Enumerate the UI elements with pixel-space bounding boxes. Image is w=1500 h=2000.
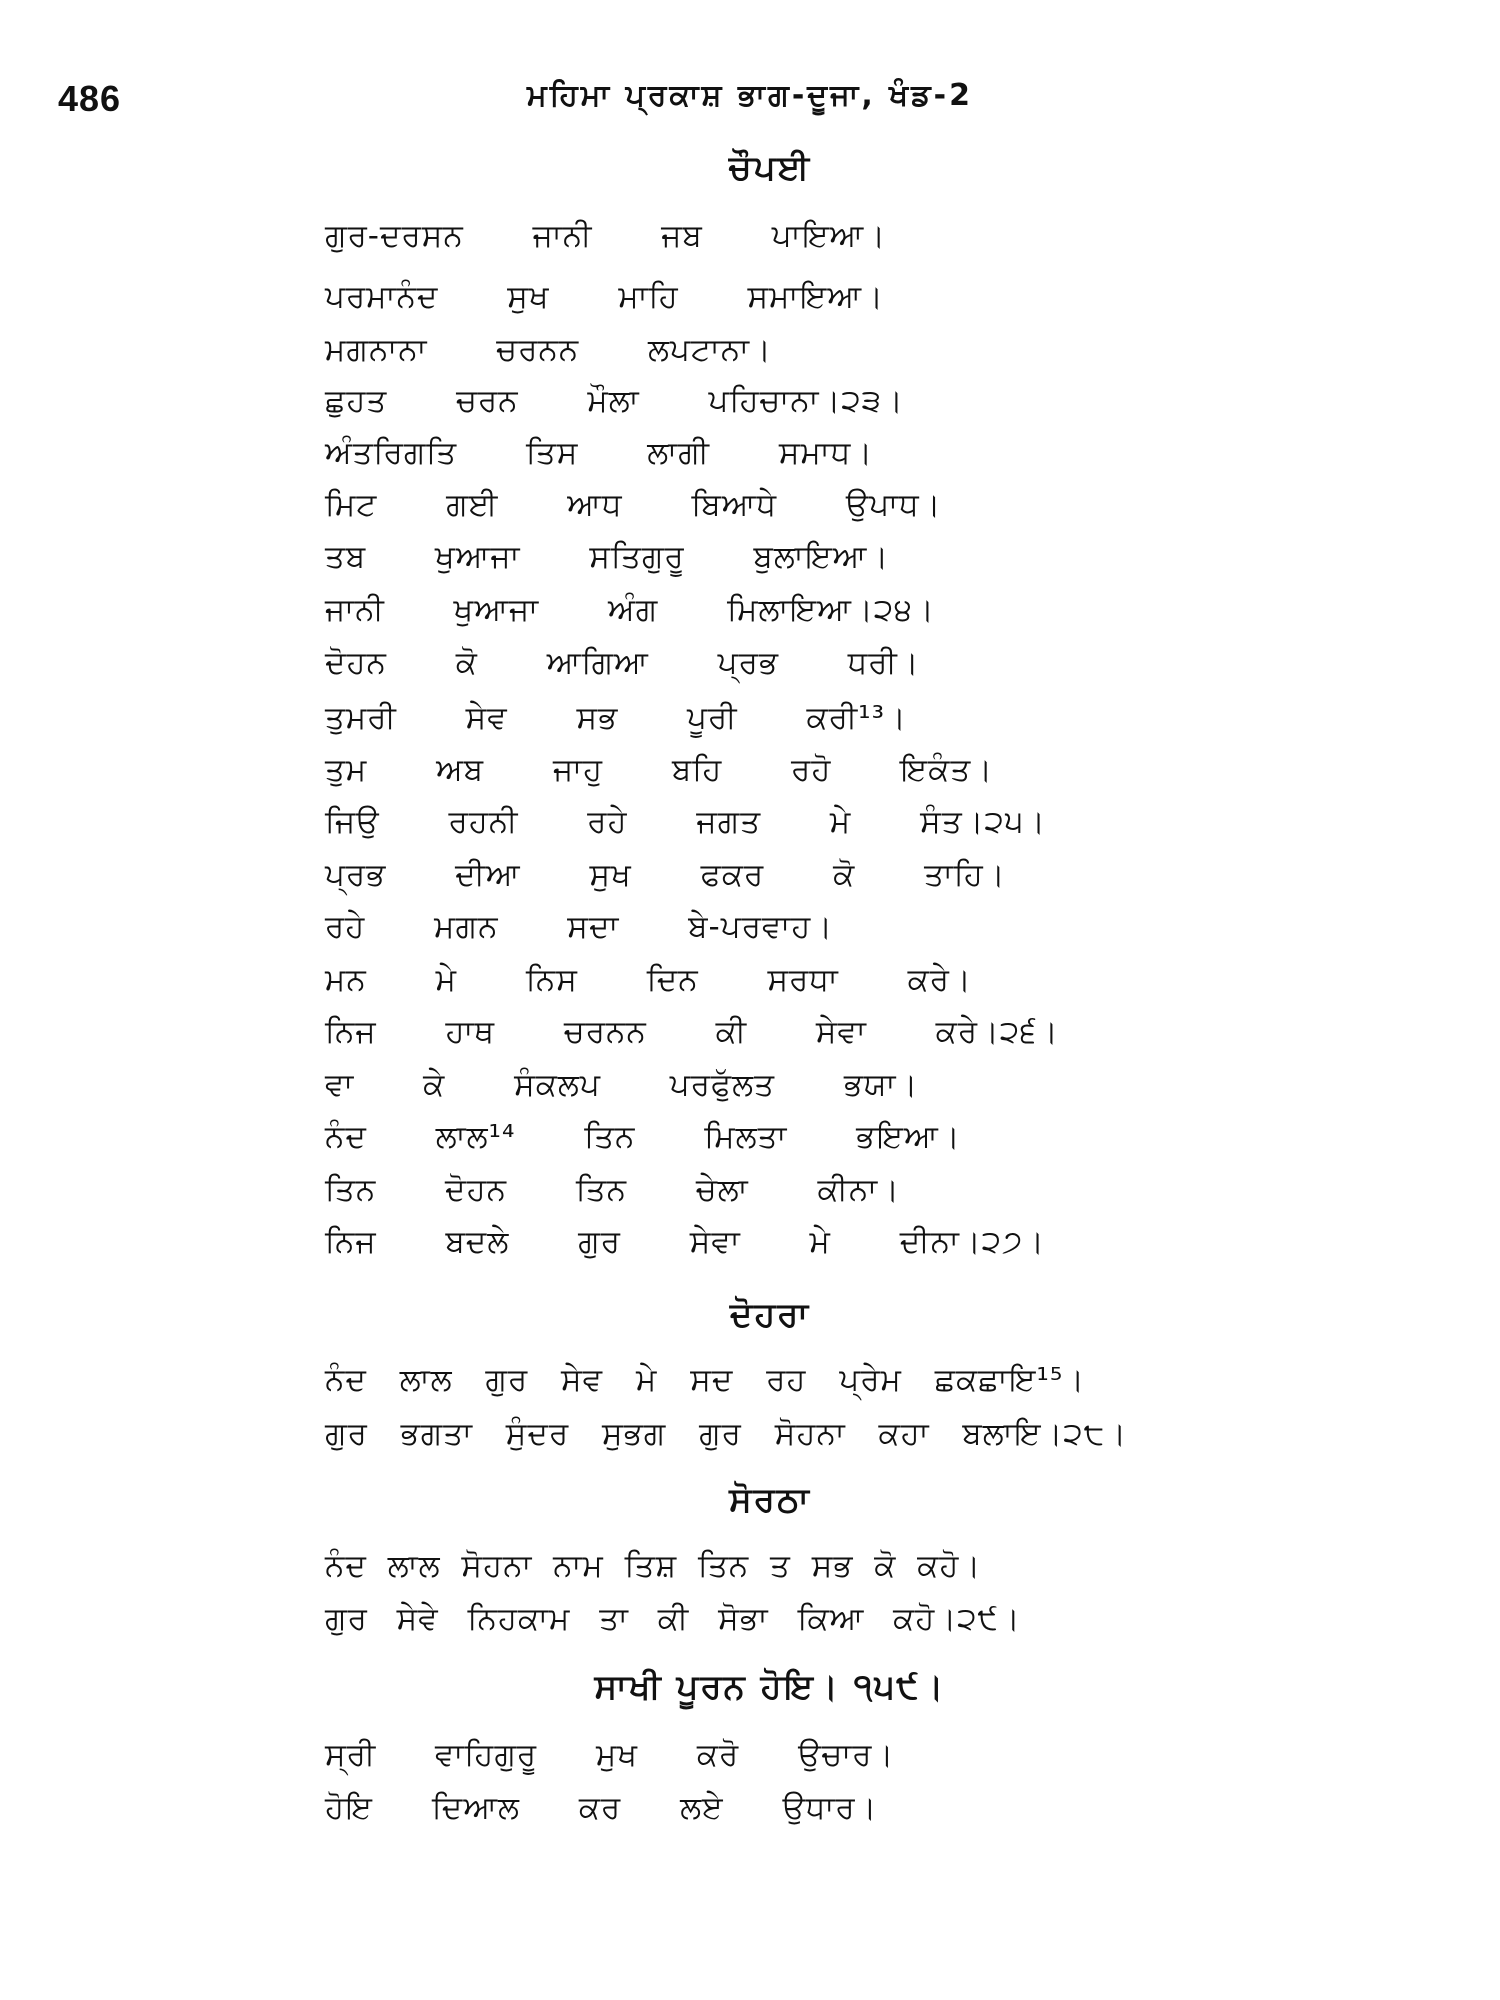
verse-line: ਤਿਨ ਦੋਹਨ ਤਿਨ ਚੇਲਾ ਕੀਨਾ। [325, 1172, 901, 1208]
heading-dohra: ਦੋਹਰਾ [729, 1295, 811, 1335]
verse-line: ਨਿਜ ਹਾਥ ਚਰਨਨ ਕੀ ਸੇਵਾ ਕਰੇ।੨੬। [325, 1014, 1059, 1050]
verse-line: ਵਾ ਕੇ ਸੰਕਲਪ ਪਰਫੁੱਲਤ ਭਯਾ। [325, 1067, 919, 1103]
page-number: 486 [58, 78, 122, 119]
verse-line: ਹੋਇ ਦਿਆਲ ਕਰ ਲਏ ਉਧਾਰ। [325, 1790, 878, 1826]
verse-line: ਤਬ ਖੁਆਜਾ ਸਤਿਗੁਰੂ ਬੁਲਾਇਆ। [325, 539, 890, 575]
verse-line: ਛੁਹਤ ਚਰਨ ਮੌਲਾ ਪਹਿਚਾਨਾ।੨੩। [325, 383, 904, 419]
heading-chaupai: ਚੌਪਈ [728, 148, 812, 188]
verse-line: ਸ੍ਰੀ ਵਾਹਿਗੁਰੂ ਮੁਖ ਕਰੋ ਉਚਾਰ। [325, 1737, 895, 1773]
verse-line: ਨੰਦ ਲਾਲ ਸੋਹਨਾ ਨਾਮ ਤਿਸ਼ ਤਿਨ ਤ ਸਭ ਕੋ ਕਹੋ। [325, 1548, 982, 1584]
verse-line: ਨੰਦ ਲਾਲ ਗੁਰ ਸੇਵ ਮੇ ਸਦ ਰਹ ਪ੍ਰੇਮ ਛਕਛਾਇ¹⁵। [325, 1362, 1086, 1398]
verse-line: ਜਿਉ ਰਹਨੀ ਰਹੇ ਜਗਤ ਮੇ ਸੰਤ।੨੫। [325, 804, 1046, 840]
running-head: ਮਹਿਮਾ ਪ੍ਰਕਾਸ਼ ਭਾਗ-ਦੂਜਾ, ਖੰਡ-2 [526, 78, 973, 113]
verse-line: ਗੁਰ ਭਗਤਾ ਸੁੰਦਰ ਸੁਭਗ ਗੁਰ ਸੋਹਨਾ ਕਹਾ ਬਲਾਇ।੨੮। [325, 1416, 1128, 1452]
verse-line: ਨਿਜ ਬਦਲੇ ਗੁਰ ਸੇਵਾ ਮੇ ਦੀਨਾ।੨੭। [325, 1224, 1045, 1260]
verse-line: ਪਰਮਾਨੰਦ ਸੁਖ ਮਾਹਿ ਸਮਾਇਆ। [325, 279, 884, 315]
verse-line: ਗੁਰ-ਦਰਸਨ ਜਾਨੀ ਜਬ ਪਾਇਆ। [325, 218, 887, 254]
heading-sortha: ਸੋਰਠਾ [729, 1480, 811, 1520]
heading-closing: ਸਾਖੀ ਪੂਰਨ ਹੋਇ। ੧੫੯। [594, 1667, 946, 1707]
verse-line: ਗੁਰ ਸੇਵੇ ਨਿਹਕਾਮ ਤਾ ਕੀ ਸੋਭਾ ਕਿਆ ਕਹੋ।੨੯। [325, 1601, 1021, 1637]
verse-line: ਜਾਨੀ ਖੁਆਜਾ ਅੰਗ ਮਿਲਾਇਆ।੨੪। [325, 592, 935, 628]
verse-line: ਤੁਮ ਅਬ ਜਾਹੁ ਬਹਿ ਰਹੋ ਇਕੰਤ। [325, 752, 994, 788]
verse-line: ਨੰਦ ਲਾਲ¹⁴ ਤਿਨ ਮਿਲਤਾ ਭਇਆ। [325, 1119, 961, 1155]
verse-line: ਮਿਟ ਗਈ ਆਧ ਬਿਆਧੇ ਉਪਾਧ। [325, 487, 942, 523]
verse-line: ਰਹੇ ਮਗਨ ਸਦਾ ਬੇ-ਪਰਵਾਹ। [325, 909, 834, 945]
verse-line: ਮਗਨਾਨਾ ਚਰਨਨ ਲਪਟਾਨਾ। [325, 332, 772, 368]
verse-line: ਦੋਹਨ ਕੋ ਆਗਿਆ ਪ੍ਰਭ ਧਰੀ। [325, 645, 920, 681]
verse-line: ਮਨ ਮੇ ਨਿਸ ਦਿਨ ਸਰਧਾ ਕਰੇ। [325, 962, 972, 998]
verse-line: ਪ੍ਰਭ ਦੀਆ ਸੁਖ ਫਕਰ ਕੋ ਤਾਹਿ। [325, 857, 1006, 893]
verse-line: ਅੰਤਰਿਗਤਿ ਤਿਸ ਲਾਗੀ ਸਮਾਧ। [325, 435, 874, 471]
verse-line: ਤੁਮਰੀ ਸੇਵ ਸਭ ਪੂਰੀ ਕਰੀ¹³। [325, 700, 907, 736]
